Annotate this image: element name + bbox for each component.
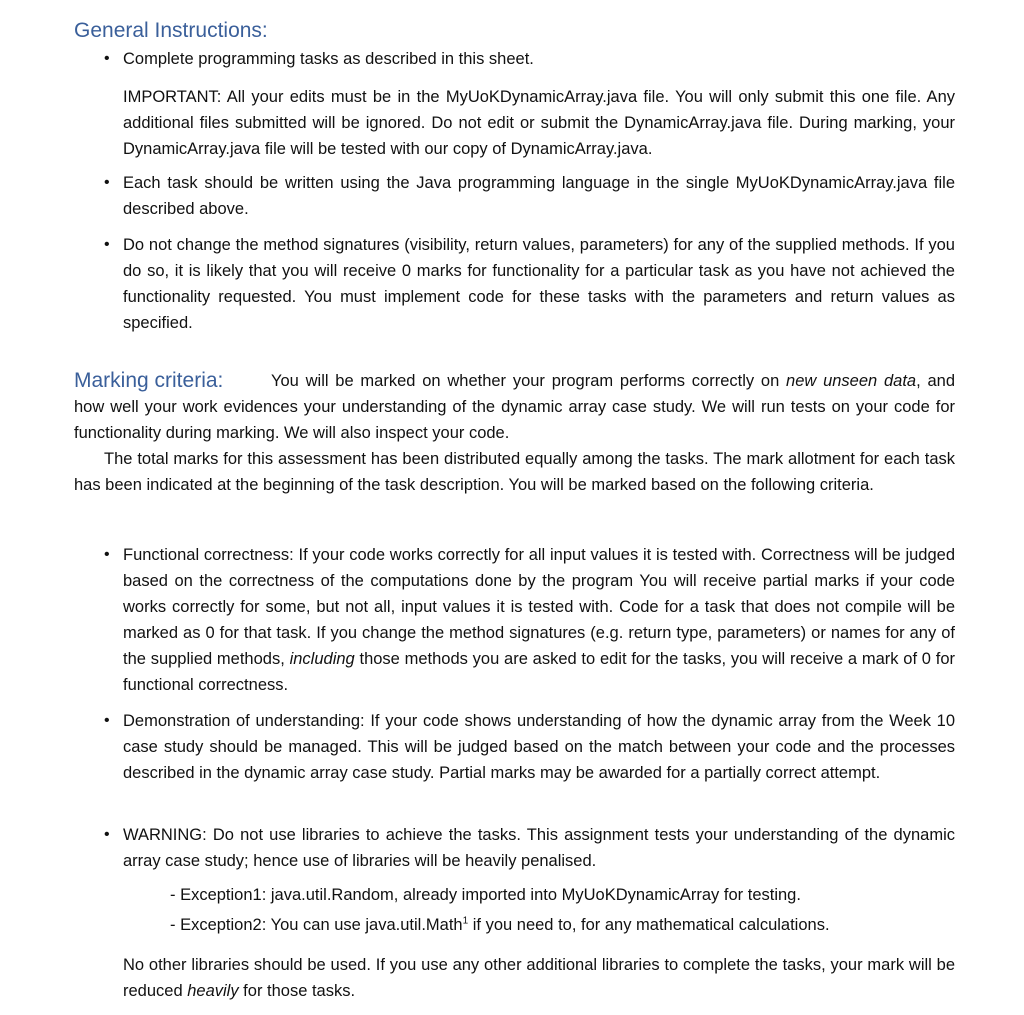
functional-emphasis: including <box>289 650 355 668</box>
bullet-dot: • <box>104 826 110 843</box>
bullet-dot: • <box>104 50 110 67</box>
functional-text-1: Functional correctness: If your code works correctly for all input values it is tested with. Correctness will be judged based on the correctness of the computations done by the program You will receive partial marks if your code works correctly for some, but not all, input values it is tested with. Code for a task that does not compile will be marked as 0 for that task. If you change the method signatures (e.g. return type, parameters) or names for any of the supplied methods, <box>123 546 955 668</box>
exception-2 <box>170 912 960 938</box>
bullet-dot: • <box>104 712 110 729</box>
exception-2-text-1: - Exception2: You can use java.util.Math <box>170 916 463 934</box>
marking-intro-text-2: , and how well your work evidences your understanding of the dynamic array case study. We will run tests on your code for functionality during marking. We will also inspect your code. <box>74 372 955 442</box>
general-instructions-heading: General Instructions: <box>74 19 268 42</box>
marking-intro-emphasis: new unseen data <box>786 372 917 390</box>
bullet-dot: • <box>104 546 110 563</box>
no-other-emphasis: heavily <box>187 982 239 1000</box>
marking-intro <box>74 368 955 446</box>
important-note: IMPORTANT: All your edits must be in the MyUoKDynamicArray.java file. You will only submit this one file. Any additional files submitted will be ignored. Do not edit or submit the DynamicArray.java file. During marking, your DynamicArray.java file will be tested with our copy of DynamicArray.java. <box>123 88 955 158</box>
marks-distribution: The total marks for this assessment has been distributed equally among the tasks. The mark allotment for each task has been indicated at the beginning of the task description. You will be marked based on the following criteria. <box>74 450 955 494</box>
no-other-text-2: for those tasks. <box>238 982 356 1000</box>
marking-intro-text-1: You will be marked on whether your program performs correctly on <box>271 372 787 390</box>
no-other-libraries <box>123 952 955 1004</box>
exception-2-text-2: if you need to, for any mathematical calculations. <box>468 916 830 934</box>
footnote-marker: 1 <box>462 915 469 927</box>
bullet-dot: • <box>104 236 110 253</box>
bullet-warning-libraries: WARNING: Do not use libraries to achieve the tasks. This assignment tests your understanding of the dynamic array case study; hence use of libraries will be heavily penalised. <box>123 826 955 870</box>
bullet-java-single-file: Each task should be written using the Java programming language in the single MyUoKDynamicArray.java file described above. <box>123 174 955 218</box>
bullet-complete-tasks: Complete programming tasks as described in this sheet. <box>123 50 534 68</box>
functional-text-2: those methods you are asked to edit for the tasks, you will receive a mark of 0 for functional correctness. <box>123 650 955 694</box>
exception-1: - Exception1: java.util.Random, already imported into MyUoKDynamicArray for testing. <box>170 886 801 904</box>
bullet-method-signatures: Do not change the method signatures (visibility, return values, parameters) for any of the supplied methods. If you do so, it is likely that you will receive 0 marks for functionality for a particular task as you have not achieved the functionality requested. You must implement code for these tasks with the parameters and return values as specified. <box>123 236 955 332</box>
marking-criteria-heading: Marking criteria: <box>74 369 224 392</box>
no-other-text-1: No other libraries should be used. If you use any other additional libraries to complete the tasks, your mark will be reduced <box>123 956 955 1000</box>
bullet-dot: • <box>104 174 110 191</box>
bullet-demonstration-understanding: Demonstration of understanding: If your code shows understanding of how the dynamic array from the Week 10 case study should be managed. This will be judged based on the match between your code and the processes described in the dynamic array case study. Partial marks may be awarded for a partially correct attempt. <box>123 712 955 782</box>
bullet-functional-correctness <box>123 542 955 698</box>
